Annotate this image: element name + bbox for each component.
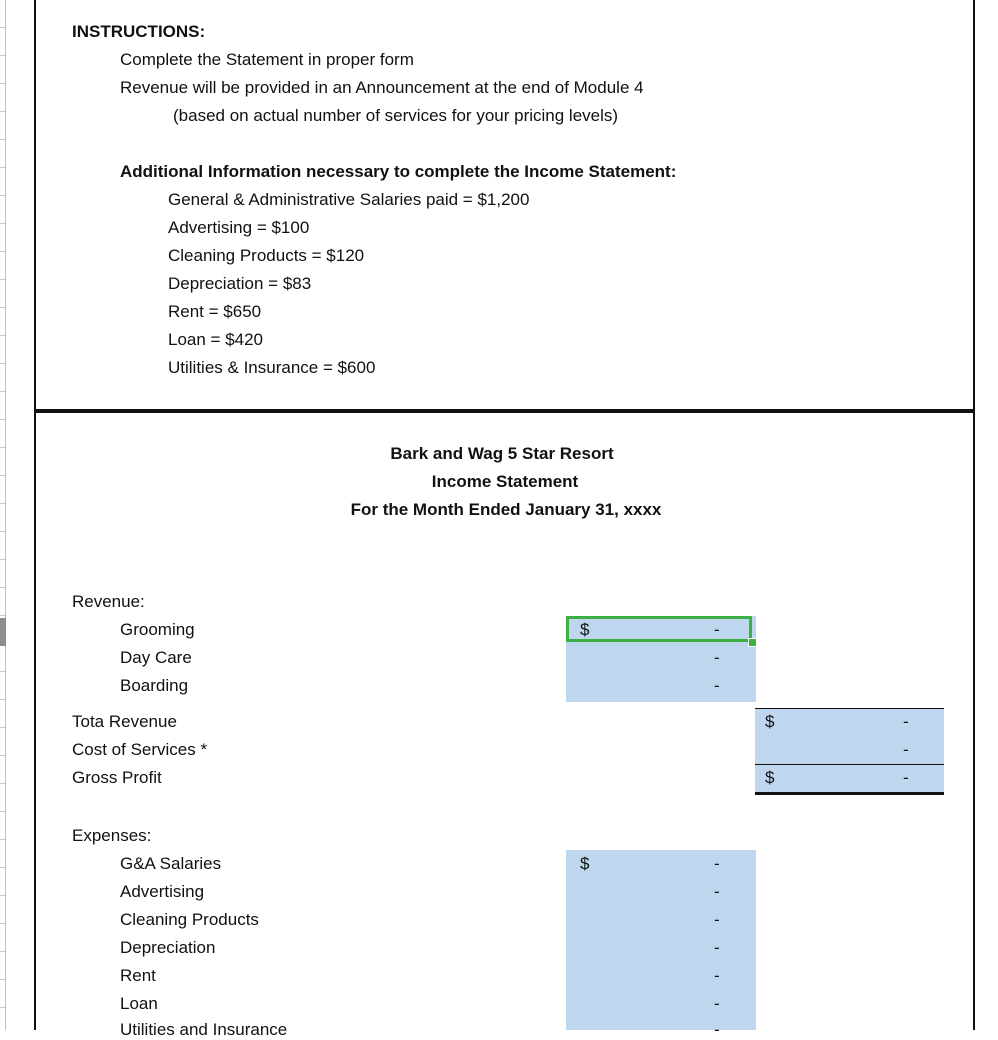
expense-item-value[interactable]: - [714, 994, 720, 1013]
statement-period: For the Month Ended January 31, xxxx [350, 500, 662, 519]
expense-item-label: Advertising [120, 882, 205, 901]
revenue-item-label: Grooming [120, 620, 195, 639]
revenue-item-label: Boarding [120, 676, 189, 695]
revenue-label: Revenue: [72, 592, 145, 611]
additional-info-item: Cleaning Products = $120 [168, 246, 365, 265]
additional-info-item: Depreciation = $83 [168, 274, 312, 293]
cost-of-services-label: Cost of Services * [72, 740, 208, 759]
currency-symbol: $ [765, 768, 775, 787]
expense-item-value[interactable]: - [714, 910, 720, 929]
instruction-line: Revenue will be provided in an Announcement at the end of Module 4 [120, 78, 644, 97]
expense-item-label: Cleaning Products [120, 910, 259, 929]
revenue-item-label: Day Care [120, 648, 192, 667]
gross-profit-top-border [755, 764, 944, 765]
instructions-heading: INSTRUCTIONS: [72, 22, 206, 41]
revenue-item-value[interactable]: - [714, 620, 720, 639]
cost-of-services-value[interactable]: - [903, 740, 909, 759]
fill-handle[interactable] [748, 638, 757, 647]
expense-item-label: Loan [120, 994, 158, 1013]
additional-info-item: Rent = $650 [168, 302, 262, 321]
section-divider [34, 409, 975, 413]
revenue-item-value[interactable]: - [714, 648, 720, 667]
revenue-item-value[interactable]: - [714, 676, 720, 695]
expense-item-value[interactable]: - [714, 1020, 720, 1039]
currency-symbol: $ [580, 854, 590, 873]
gross-profit-value[interactable]: - [903, 768, 909, 787]
gross-profit-bottom-border [755, 792, 944, 795]
grooming-amount-cell[interactable] [566, 616, 752, 642]
expense-item-value[interactable]: - [714, 882, 720, 901]
currency-symbol: $ [765, 712, 775, 731]
expense-item-value[interactable]: - [714, 966, 720, 985]
total-revenue-value[interactable]: - [903, 712, 909, 731]
expense-item-label: Rent [120, 966, 156, 985]
expense-item-label: Depreciation [120, 938, 216, 957]
expense-item-label: Utilities and Insurance [120, 1020, 288, 1039]
statement-title: Income Statement [431, 472, 579, 491]
expense-item-value[interactable]: - [714, 854, 720, 873]
currency-symbol: $ [580, 620, 590, 639]
company-name: Bark and Wag 5 Star Resort [390, 444, 614, 463]
gross-profit-label: Gross Profit [72, 768, 162, 787]
expenses-label: Expenses: [72, 826, 152, 845]
expense-item-label: G&A Salaries [120, 854, 222, 873]
active-row-marker [0, 618, 6, 646]
additional-info-item: General & Administrative Salaries paid = $1,200 [168, 190, 530, 209]
totals-input-range[interactable] [755, 708, 944, 794]
additional-info-heading: Additional Information necessary to complete the Income Statement: [120, 162, 677, 181]
additional-info-item: Advertising = $100 [168, 218, 310, 237]
additional-info-item: Loan = $420 [168, 330, 264, 349]
expense-item-value[interactable]: - [714, 938, 720, 957]
additional-info-item: Utilities & Insurance = $600 [168, 358, 376, 377]
total-revenue-label: Tota Revenue [72, 712, 177, 731]
instruction-line: (based on actual number of services for your pricing levels) [173, 106, 619, 125]
total-revenue-top-border [755, 708, 944, 709]
instruction-line: Complete the Statement in proper form [120, 50, 414, 69]
expenses-input-range[interactable] [566, 850, 756, 1030]
